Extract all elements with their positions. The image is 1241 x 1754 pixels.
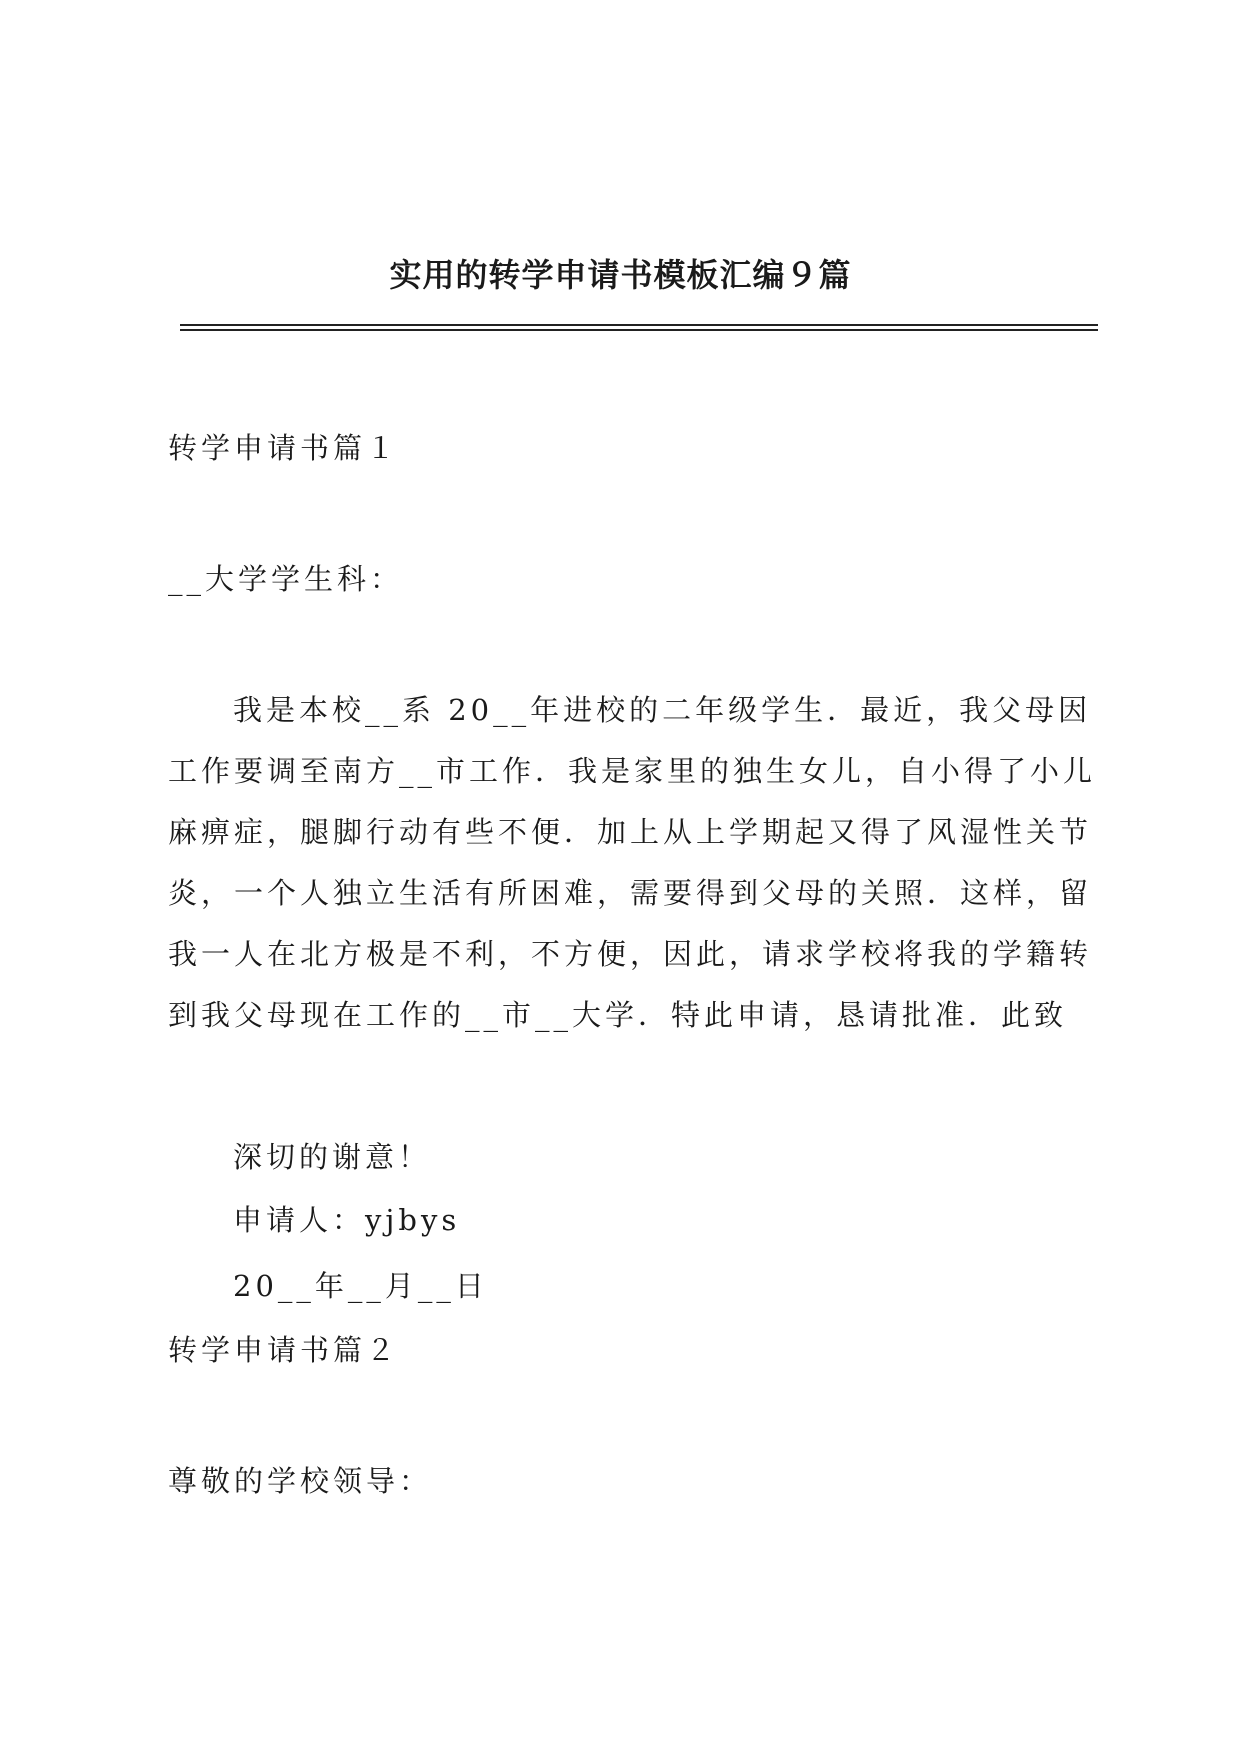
section-1-date: 20__年__月__日 (233, 1269, 488, 1303)
section-1-salutation: __大学学生科： (168, 562, 404, 596)
section-1-body (168, 680, 1098, 1046)
section-2-heading: 转学申请书篇２ (168, 1333, 400, 1367)
body-line: 炎，一个人独立生活有所困难，需要得到父母的关照．这样，留 (168, 876, 1093, 910)
section-1-closing: 深切的谢意！ (233, 1140, 432, 1174)
body-line: 工作要调至南方__市工作．我是家里的独生女儿，自小得了小儿 (168, 754, 1097, 788)
section-2-salutation: 尊敬的学校领导： (168, 1464, 433, 1498)
title-rule-bottom (180, 329, 1098, 331)
body-line: 到我父母现在工作的__市__大学．特此申请，恳请批准．此致 (168, 998, 1068, 1032)
document-title: 实用的转学申请书模板汇编９篇 (389, 256, 852, 294)
body-line: 我是本校__系 20__年进校的二年级学生．最近，我父母因 (233, 693, 1092, 727)
body-line: 我一人在北方极是不利，不方便，因此，请求学校将我的学籍转 (168, 937, 1093, 971)
title-rule-top (180, 324, 1098, 326)
body-line: 麻痹症，腿脚行动有些不便．加上从上学期起又得了风湿性关节 (168, 815, 1093, 849)
section-1-applicant: 申请人：yjbys (233, 1203, 461, 1237)
section-1-heading: 转学申请书篇１ (168, 431, 400, 465)
